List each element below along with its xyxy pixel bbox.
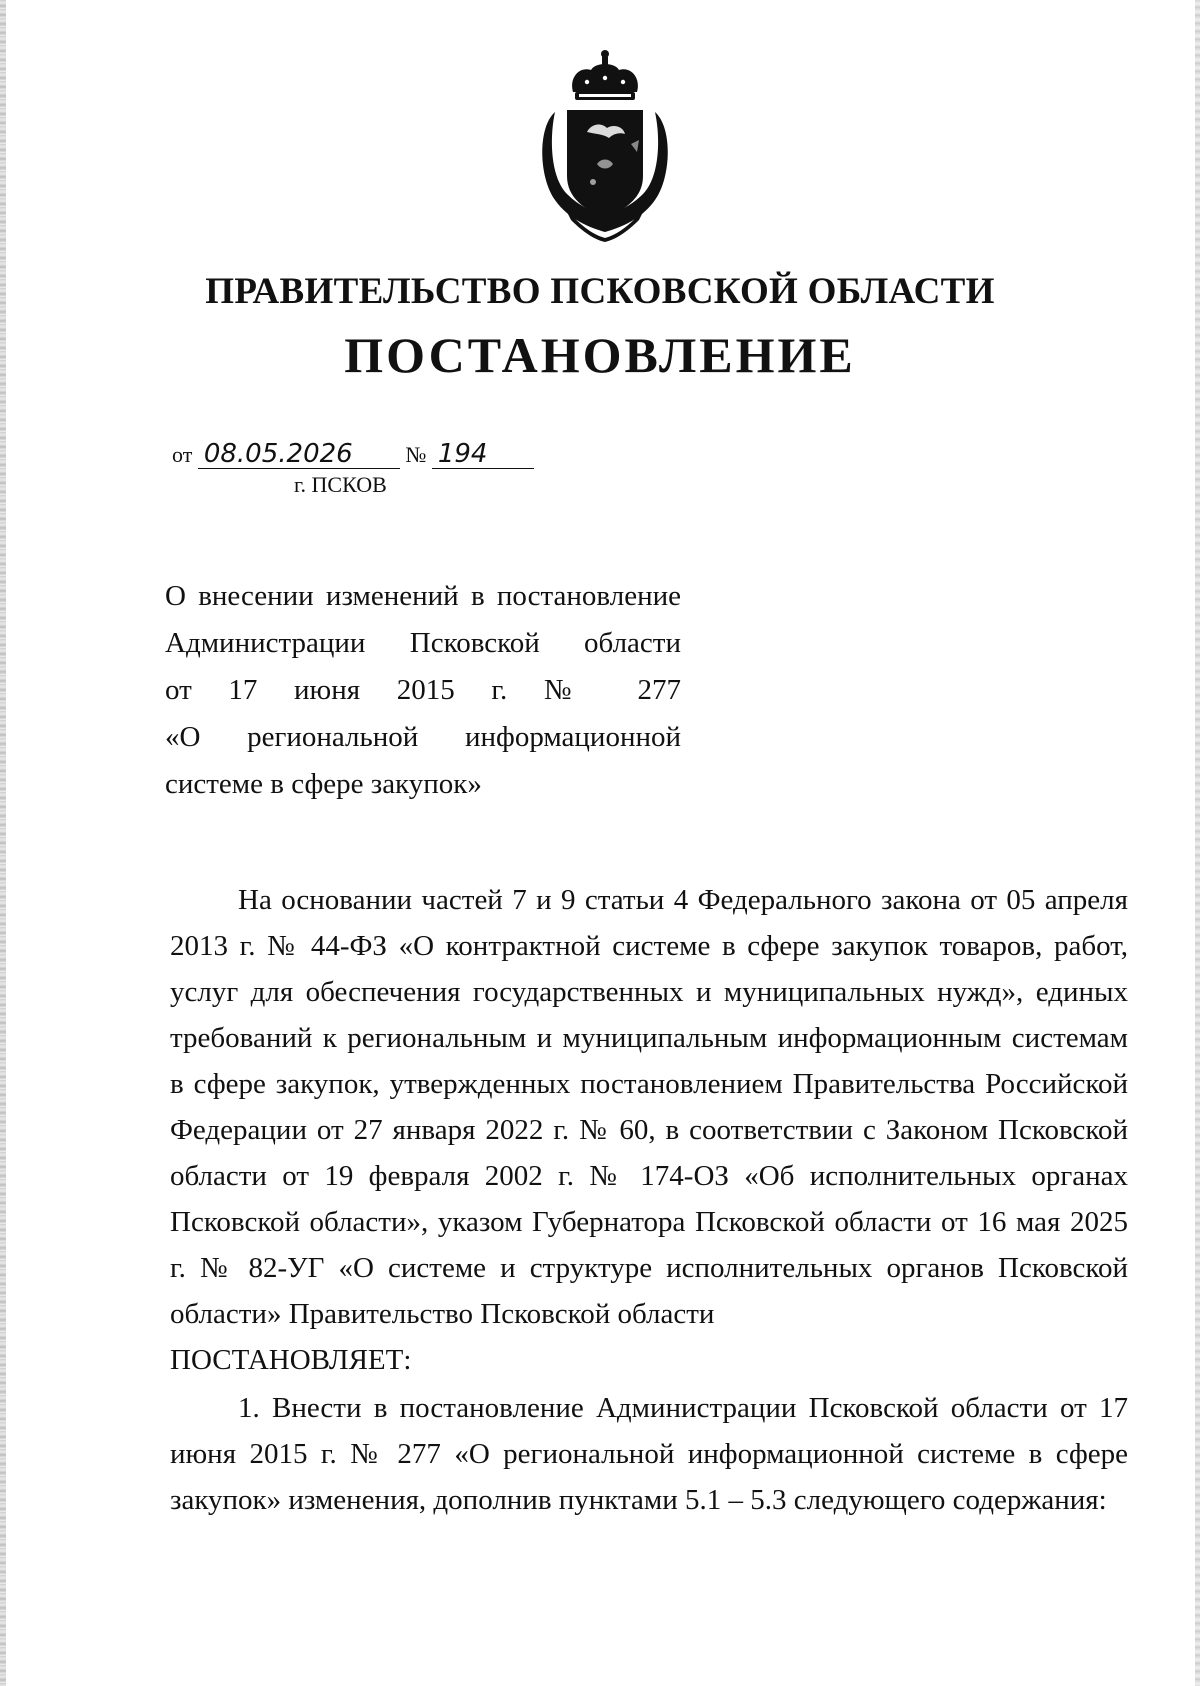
document-type-title: ПОСТАНОВЛЕНИЕ <box>344 327 856 383</box>
subject-line: «О региональной информационной <box>165 721 681 753</box>
subject-line: системе в сфере закупок» <box>165 768 482 800</box>
subject-line: от 17 июня 2015 г. № 277 <box>165 674 681 706</box>
organization-title: ПРАВИТЕЛЬСТВО ПСКОВСКОЙ ОБЛАСТИ <box>205 271 995 312</box>
number-prefix: № <box>405 442 427 467</box>
document-body <box>170 877 1128 1523</box>
city-label: г. ПСКОВ <box>294 472 387 497</box>
subject-line: Администрации Псковской области <box>165 627 681 659</box>
date-prefix: от <box>172 442 193 467</box>
handwritten-number: 194 <box>432 440 534 469</box>
subject-block <box>165 573 681 808</box>
scan-edge-right <box>1195 0 1200 1686</box>
subject-line: О внесении изменений в постановление <box>165 580 681 612</box>
body-paragraph: На основании частей 7 и 9 статьи 4 Федерального закона от 05 апреля 2013 г. № 44-ФЗ «О контрактной системе в сфере закупок товаров, работ, услуг для обеспечения государственных и муниципальных нужд», единых требований к региональным и муниципальным информационным системам в сфере закупок, утвержденных постановлением Правительства Российской Федерации от 27 января 2022 г. № 60, в соответствии с Законом Псковской области от 19 февраля 2002 г. № 174-ОЗ «Об исполнительных органах Псковской области», указом Губернатора Псковской области от 16 мая 2025 г. № 82-УГ «О системе и структуре исполнительных органов Псковской области» Правительство Псковской области <box>170 884 1128 1330</box>
resolves-label: ПОСТАНОВЛЯЕТ: <box>170 1344 412 1376</box>
date-number-line <box>172 440 534 469</box>
body-paragraph: 1. Внести в постановление Администрации Псковской области от 17 июня 2015 г. № 277 «О региональной информационной системе в сфере закупок» изменения, дополнив пунктами 5.1 – 5.3 следующего содержания: <box>170 1392 1128 1516</box>
scan-edge-left <box>0 0 6 1686</box>
handwritten-date: 08.05.2026 <box>198 440 400 469</box>
coat-of-arms-emblem <box>535 48 675 244</box>
